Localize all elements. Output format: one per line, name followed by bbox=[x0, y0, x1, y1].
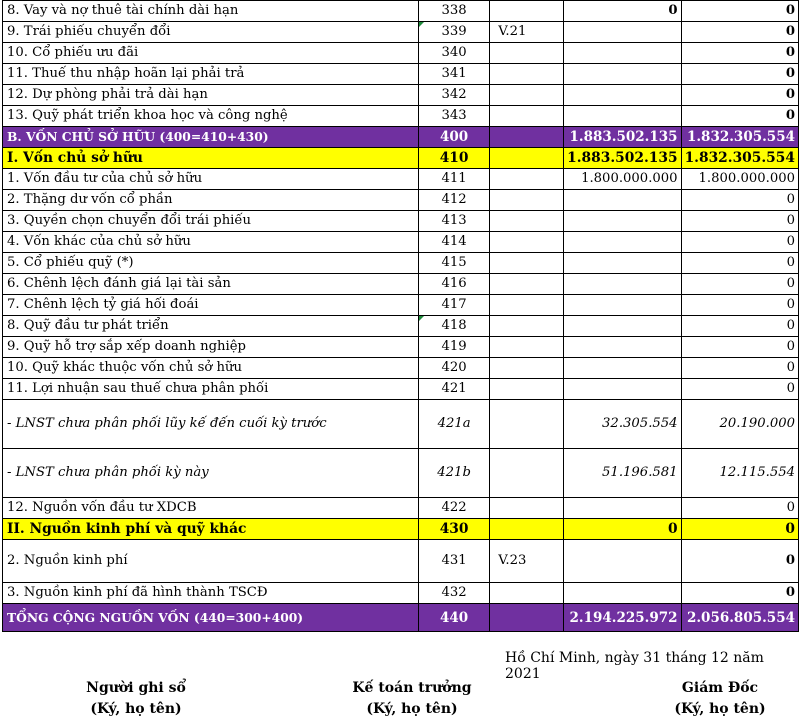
item-name: 4. Vốn khác của chủ sở hữu bbox=[3, 232, 419, 253]
current-year-value: 51.196.581 bbox=[564, 449, 681, 498]
current-year-value: 1.883.502.135 bbox=[564, 148, 681, 169]
table-row bbox=[3, 1, 799, 22]
signer-hint: (Ký, họ tên) bbox=[366, 701, 458, 717]
item-code bbox=[418, 22, 489, 43]
item-note bbox=[490, 232, 564, 253]
item-name: - LNST chưa phân phối lũy kế đến cuối kỳ trước bbox=[3, 400, 419, 449]
signer-role: Giám Đốc bbox=[681, 680, 759, 696]
item-note: V.21 bbox=[490, 22, 564, 43]
item-note bbox=[490, 449, 564, 498]
item-name: 8. Vay và nợ thuê tài chính dài hạn bbox=[3, 1, 419, 22]
item-code: 440 bbox=[418, 604, 489, 632]
current-year-value bbox=[564, 540, 681, 583]
signature-block-bookkeeper bbox=[66, 678, 206, 720]
table-row bbox=[3, 190, 799, 211]
item-name: 7. Chênh lệch tỷ giá hối đoái bbox=[3, 295, 419, 316]
current-year-value bbox=[564, 190, 681, 211]
item-note bbox=[490, 148, 564, 169]
item-code: 412 bbox=[418, 190, 489, 211]
balance-sheet-table bbox=[2, 0, 799, 632]
item-note bbox=[490, 43, 564, 64]
current-year-value bbox=[564, 43, 681, 64]
previous-year-value: 0 bbox=[681, 106, 798, 127]
item-code: 340 bbox=[418, 43, 489, 64]
current-year-value bbox=[564, 85, 681, 106]
item-name: 12. Nguồn vốn đầu tư XDCB bbox=[3, 498, 419, 519]
item-code: 400 bbox=[418, 127, 489, 148]
item-note bbox=[490, 211, 564, 232]
item-code: 422 bbox=[418, 498, 489, 519]
table-row bbox=[3, 274, 799, 295]
signer-role: Người ghi sổ bbox=[86, 680, 186, 696]
item-code: 414 bbox=[418, 232, 489, 253]
item-name: 10. Cổ phiếu ưu đãi bbox=[3, 43, 419, 64]
signer-hint: (Ký, họ tên) bbox=[90, 701, 182, 717]
item-name: 13. Quỹ phát triển khoa học và công nghệ bbox=[3, 106, 419, 127]
section-title: B. VỐN CHỦ SỞ HỮU (400=410+430) bbox=[3, 127, 419, 148]
item-code: 430 bbox=[418, 519, 489, 540]
item-code: 341 bbox=[418, 64, 489, 85]
item-code-text: 418 bbox=[441, 318, 467, 333]
table-row bbox=[3, 85, 799, 106]
previous-year-value: 12.115.554 bbox=[681, 449, 798, 498]
current-year-value bbox=[564, 106, 681, 127]
item-code: 420 bbox=[418, 358, 489, 379]
subsection-row bbox=[3, 519, 799, 540]
current-year-value: 1.883.502.135 bbox=[564, 127, 681, 148]
current-year-value bbox=[564, 583, 681, 604]
section-header-row bbox=[3, 127, 799, 148]
item-note bbox=[490, 498, 564, 519]
table-row bbox=[3, 22, 799, 43]
item-name: 5. Cổ phiếu quỹ (*) bbox=[3, 253, 419, 274]
item-code: 419 bbox=[418, 337, 489, 358]
report-date: Hồ Chí Minh, ngày 31 tháng 12 năm 2021 bbox=[505, 650, 764, 682]
table-row bbox=[3, 253, 799, 274]
previous-year-value: 0 bbox=[681, 1, 798, 22]
table-row bbox=[3, 449, 799, 498]
subsection-title: I. Vốn chủ sở hữu bbox=[3, 148, 419, 169]
table-row bbox=[3, 583, 799, 604]
item-name: 10. Quỹ khác thuộc vốn chủ sở hữu bbox=[3, 358, 419, 379]
previous-year-value: 0 bbox=[681, 22, 798, 43]
item-note bbox=[490, 190, 564, 211]
current-year-value bbox=[564, 295, 681, 316]
item-name: 3. Quyền chọn chuyển đổi trái phiếu bbox=[3, 211, 419, 232]
previous-year-value: 0 bbox=[681, 379, 798, 400]
table-row bbox=[3, 540, 799, 583]
item-code-text: 339 bbox=[441, 24, 467, 39]
current-year-value bbox=[564, 316, 681, 337]
item-code: 413 bbox=[418, 211, 489, 232]
previous-year-value: 0 bbox=[681, 85, 798, 106]
current-year-value bbox=[564, 337, 681, 358]
item-code: 432 bbox=[418, 583, 489, 604]
previous-year-value: 2.056.805.554 bbox=[681, 604, 798, 632]
previous-year-value: 0 bbox=[681, 190, 798, 211]
item-note bbox=[490, 253, 564, 274]
table-row bbox=[3, 379, 799, 400]
table-row bbox=[3, 211, 799, 232]
item-code: 415 bbox=[418, 253, 489, 274]
current-year-value bbox=[564, 379, 681, 400]
previous-year-value: 0 bbox=[681, 274, 798, 295]
previous-year-value: 0 bbox=[681, 358, 798, 379]
item-code: 342 bbox=[418, 85, 489, 106]
item-note bbox=[490, 583, 564, 604]
item-note bbox=[490, 295, 564, 316]
previous-year-value: 0 bbox=[681, 253, 798, 274]
item-note bbox=[490, 400, 564, 449]
total-title: TỔNG CỘNG NGUỒN VỐN (440=300+400) bbox=[3, 604, 419, 632]
item-name: 11. Thuế thu nhập hoãn lại phải trả bbox=[3, 64, 419, 85]
previous-year-value: 0 bbox=[681, 337, 798, 358]
item-note bbox=[490, 337, 564, 358]
table-row bbox=[3, 106, 799, 127]
table-row bbox=[3, 400, 799, 449]
subsection-row bbox=[3, 148, 799, 169]
item-note bbox=[490, 604, 564, 632]
item-name: 2. Nguồn kinh phí bbox=[3, 540, 419, 583]
previous-year-value: 0 bbox=[681, 519, 798, 540]
item-note bbox=[490, 64, 564, 85]
signer-hint: (Ký, họ tên) bbox=[674, 701, 766, 717]
current-year-value: 32.305.554 bbox=[564, 400, 681, 449]
item-name: 9. Trái phiếu chuyển đổi bbox=[3, 22, 419, 43]
previous-year-value: 0 bbox=[681, 583, 798, 604]
previous-year-value: 0 bbox=[681, 64, 798, 85]
item-code: 338 bbox=[418, 1, 489, 22]
table-row bbox=[3, 337, 799, 358]
previous-year-value: 20.190.000 bbox=[681, 400, 798, 449]
item-code: 417 bbox=[418, 295, 489, 316]
current-year-value bbox=[564, 232, 681, 253]
item-note bbox=[490, 519, 564, 540]
table-row bbox=[3, 43, 799, 64]
table-row bbox=[3, 169, 799, 190]
item-name: 3. Nguồn kinh phí đã hình thành TSCĐ bbox=[3, 583, 419, 604]
item-code: 421a bbox=[418, 400, 489, 449]
previous-year-value: 0 bbox=[681, 316, 798, 337]
item-note bbox=[490, 358, 564, 379]
current-year-value: 0 bbox=[564, 1, 681, 22]
item-name: 1. Vốn đầu tư của chủ sở hữu bbox=[3, 169, 419, 190]
item-name: 11. Lợi nhuận sau thuế chưa phân phối bbox=[3, 379, 419, 400]
previous-year-value: 0 bbox=[681, 540, 798, 583]
current-year-value bbox=[564, 274, 681, 295]
item-name: 2. Thặng dư vốn cổ phần bbox=[3, 190, 419, 211]
item-code: 421b bbox=[418, 449, 489, 498]
item-name: - LNST chưa phân phối kỳ này bbox=[3, 449, 419, 498]
previous-year-value: 1.832.305.554 bbox=[681, 127, 798, 148]
subsection-title: II. Nguồn kinh phí và quỹ khác bbox=[3, 519, 419, 540]
item-code: 416 bbox=[418, 274, 489, 295]
item-note bbox=[490, 316, 564, 337]
item-note bbox=[490, 379, 564, 400]
item-note: V.23 bbox=[490, 540, 564, 583]
table-row bbox=[3, 232, 799, 253]
item-note bbox=[490, 274, 564, 295]
item-code: 431 bbox=[418, 540, 489, 583]
previous-year-value: 1.832.305.554 bbox=[681, 148, 798, 169]
item-name: 12. Dự phòng phải trả dài hạn bbox=[3, 85, 419, 106]
signer-role: Kế toán trưởng bbox=[352, 680, 472, 696]
table-row bbox=[3, 295, 799, 316]
table-row bbox=[3, 358, 799, 379]
current-year-value: 2.194.225.972 bbox=[564, 604, 681, 632]
current-year-value bbox=[564, 22, 681, 43]
item-note bbox=[490, 127, 564, 148]
item-name: 8. Quỹ đầu tư phát triển bbox=[3, 316, 419, 337]
item-code: 421 bbox=[418, 379, 489, 400]
table-row bbox=[3, 498, 799, 519]
item-note bbox=[490, 1, 564, 22]
previous-year-value: 0 bbox=[681, 211, 798, 232]
previous-year-value: 0 bbox=[681, 43, 798, 64]
item-note bbox=[490, 106, 564, 127]
signature-block-chief-accountant bbox=[342, 678, 482, 720]
table-row bbox=[3, 316, 799, 337]
item-name: 9. Quỹ hỗ trợ sắp xếp doanh nghiệp bbox=[3, 337, 419, 358]
current-year-value bbox=[564, 64, 681, 85]
item-code: 343 bbox=[418, 106, 489, 127]
current-year-value: 1.800.000.000 bbox=[564, 169, 681, 190]
signature-block-director bbox=[650, 678, 790, 720]
previous-year-value: 1.800.000.000 bbox=[681, 169, 798, 190]
item-code: 411 bbox=[418, 169, 489, 190]
cell-marker bbox=[419, 316, 424, 321]
cell-marker bbox=[419, 22, 424, 27]
previous-year-value: 0 bbox=[681, 295, 798, 316]
current-year-value bbox=[564, 211, 681, 232]
current-year-value bbox=[564, 358, 681, 379]
item-code bbox=[418, 316, 489, 337]
current-year-value: 0 bbox=[564, 519, 681, 540]
table-row bbox=[3, 64, 799, 85]
item-note bbox=[490, 85, 564, 106]
item-code: 410 bbox=[418, 148, 489, 169]
previous-year-value: 0 bbox=[681, 498, 798, 519]
previous-year-value: 0 bbox=[681, 232, 798, 253]
current-year-value bbox=[564, 498, 681, 519]
current-year-value bbox=[564, 253, 681, 274]
item-note bbox=[490, 169, 564, 190]
total-row bbox=[3, 604, 799, 632]
item-name: 6. Chênh lệch đánh giá lại tài sản bbox=[3, 274, 419, 295]
